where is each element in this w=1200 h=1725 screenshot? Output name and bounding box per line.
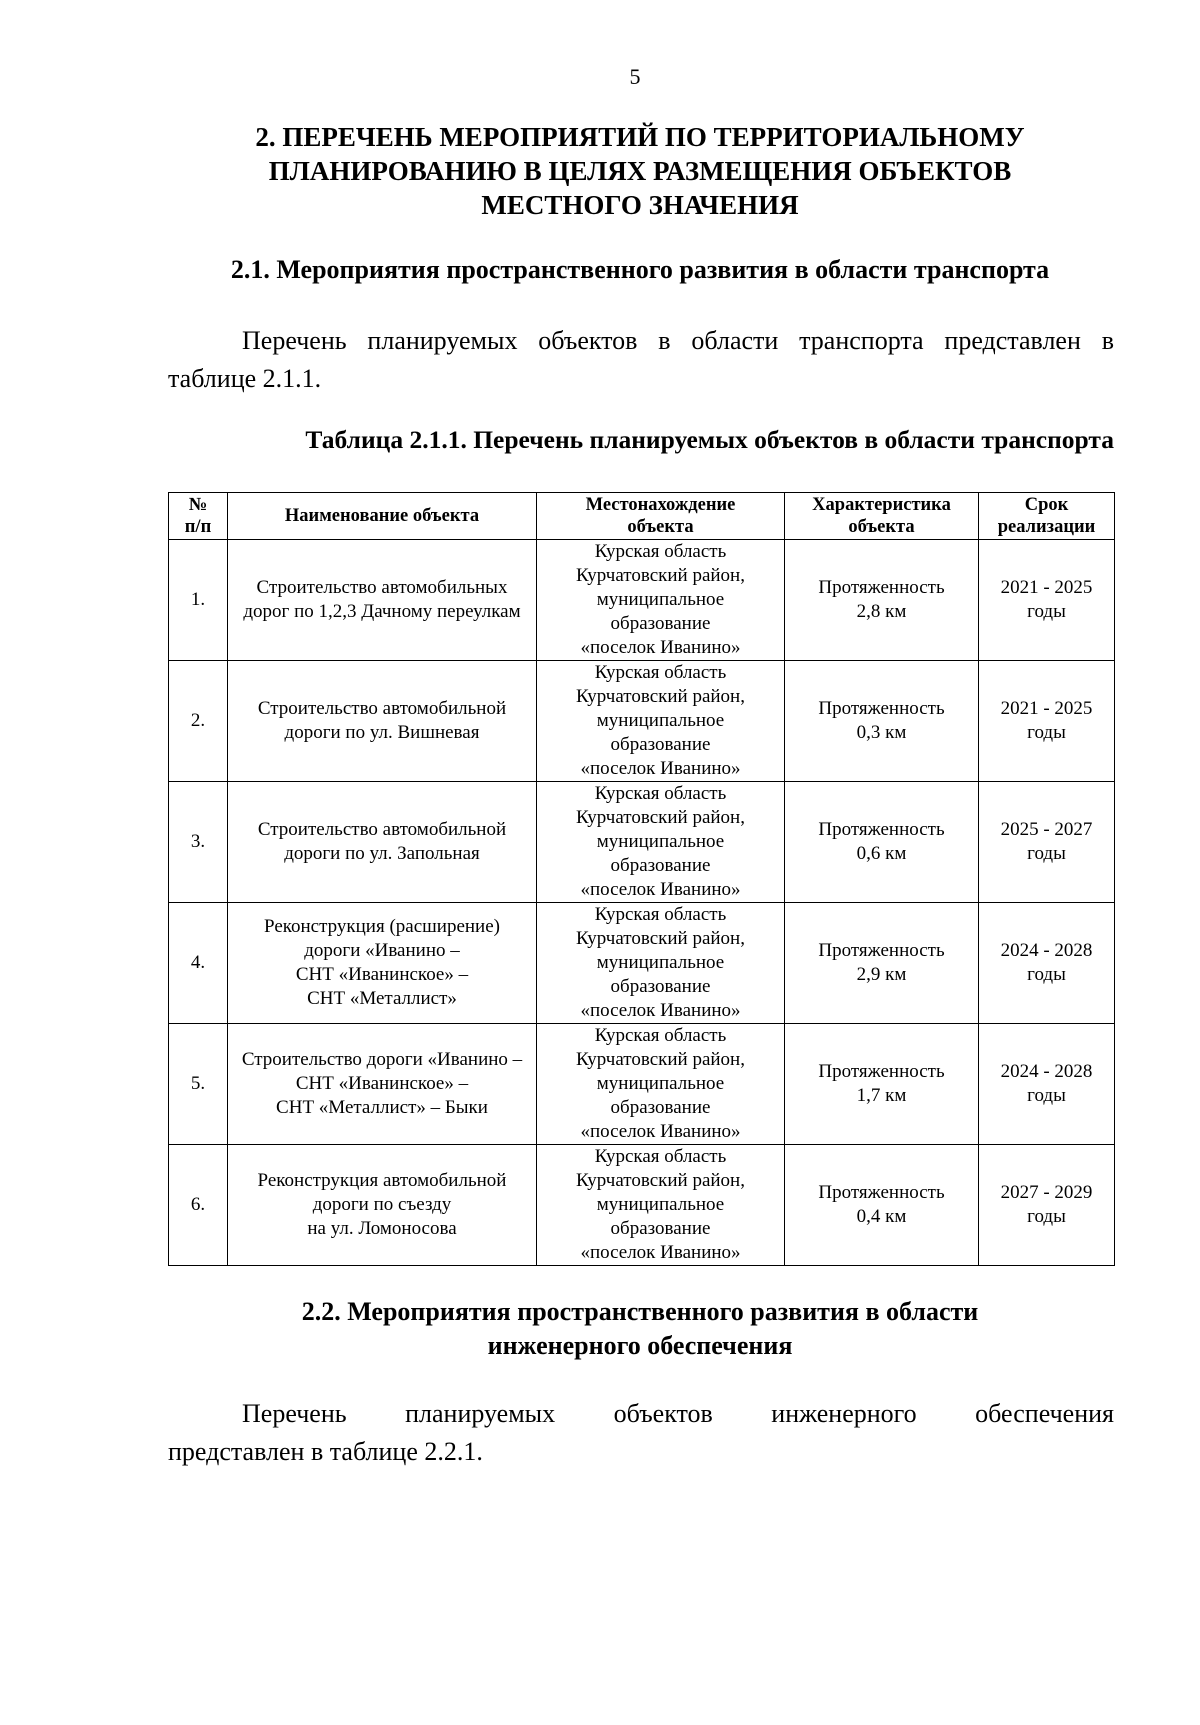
cell-text: «поселок Иванино» xyxy=(580,1000,741,1021)
cell-text: образование xyxy=(610,613,711,634)
section-2-1-title: 2.1. Мероприятия пространственного развития в области транспорта xyxy=(230,255,1050,284)
cell-text: образование xyxy=(610,734,711,755)
cell-text: Курская область xyxy=(594,1146,727,1167)
table-row xyxy=(169,661,1115,782)
cell-text: 2,9 км xyxy=(856,964,907,985)
cell-text: 0,3 км xyxy=(856,722,907,743)
cell-text: Протяженность xyxy=(818,577,945,598)
table-header-row xyxy=(169,493,1115,540)
cell-text: годы xyxy=(1027,1085,1066,1106)
section-2-2-title xyxy=(170,1295,1110,1363)
table-caption: Таблица 2.1.1. Перечень планируемых объектов в области транспорта xyxy=(305,425,1114,454)
cell-num: 6. xyxy=(169,1145,228,1266)
header-text: Срок xyxy=(1024,495,1069,515)
cell-location xyxy=(537,1145,785,1266)
section-2-2-title-line: 2.2. Мероприятия пространственного развития в области xyxy=(301,1297,979,1326)
cell-text: Протяженность xyxy=(818,940,945,961)
header-name xyxy=(228,493,537,540)
cell-text: Строительство дороги «Иванино – xyxy=(241,1049,523,1070)
cell-text: годы xyxy=(1027,843,1066,864)
cell-name xyxy=(228,1024,537,1145)
cell-text: дороги по ул. Запольная xyxy=(284,843,480,864)
table-row xyxy=(169,903,1115,1024)
page-number: 5 xyxy=(629,64,641,89)
chapter-heading-line: МЕСТНОГО ЗНАЧЕНИЯ xyxy=(481,190,799,220)
header-characteristic xyxy=(785,493,979,540)
cell-text: годы xyxy=(1027,722,1066,743)
cell-text: 1,7 км xyxy=(856,1085,907,1106)
cell-text: Курчатовский район, xyxy=(576,1049,745,1070)
header-text: Наименование объекта xyxy=(284,506,480,526)
chapter-heading-line: ПЛАНИРОВАНИЮ В ЦЕЛЯХ РАЗМЕЩЕНИЯ ОБЪЕКТОВ xyxy=(268,156,1012,186)
cell-text: «поселок Иванино» xyxy=(580,1121,741,1142)
header-text: Характеристика xyxy=(812,495,951,515)
paragraph-line: представлен в таблице 2.2.1. xyxy=(168,1437,483,1466)
header-text: объекта xyxy=(848,517,915,537)
cell-text: 0,4 км xyxy=(856,1206,907,1227)
cell-characteristic xyxy=(785,782,979,903)
cell-name xyxy=(228,661,537,782)
cell-location xyxy=(537,661,785,782)
cell-text: муниципальное xyxy=(596,952,725,973)
cell-text: дороги по съезду xyxy=(312,1194,452,1215)
cell-text: Строительство автомобильных xyxy=(256,577,508,598)
cell-text: годы xyxy=(1027,601,1066,622)
paragraph-line: Перечень планируемых объектов в области транспорта представлен в xyxy=(242,326,1114,355)
cell-text: «поселок Иванино» xyxy=(580,758,741,779)
cell-text: Курчатовский район, xyxy=(576,928,745,949)
cell-text: муниципальное xyxy=(596,710,725,731)
header-location xyxy=(537,493,785,540)
cell-characteristic xyxy=(785,540,979,661)
chapter-heading xyxy=(170,120,1110,222)
cell-text: Курчатовский район, xyxy=(576,565,745,586)
table-row xyxy=(169,1024,1115,1145)
cell-text: Курская область xyxy=(594,783,727,804)
cell-text: Строительство автомобильной xyxy=(257,819,507,840)
cell-text: образование xyxy=(610,855,711,876)
cell-location xyxy=(537,903,785,1024)
cell-term xyxy=(979,782,1115,903)
cell-characteristic xyxy=(785,903,979,1024)
cell-text: образование xyxy=(610,1218,711,1239)
header-text: № xyxy=(188,495,208,515)
cell-text: «поселок Иванино» xyxy=(580,637,741,658)
section-2-1-paragraph xyxy=(168,322,1114,398)
cell-text: Протяженность xyxy=(818,1182,945,1203)
paragraph-line: таблице 2.1.1. xyxy=(168,364,322,393)
cell-num: 2. xyxy=(169,661,228,782)
cell-text: СНТ «Иванинское» – xyxy=(295,964,469,985)
cell-characteristic xyxy=(785,661,979,782)
cell-name xyxy=(228,903,537,1024)
cell-text: СНТ «Металлист» – Быки xyxy=(276,1097,488,1118)
cell-text: «поселок Иванино» xyxy=(580,879,741,900)
table-row xyxy=(169,782,1115,903)
cell-location xyxy=(537,540,785,661)
cell-location xyxy=(537,782,785,903)
cell-num: 4. xyxy=(169,903,228,1024)
cell-text: муниципальное xyxy=(596,831,725,852)
cell-text: Курская область xyxy=(594,541,727,562)
cell-text: Строительство автомобильной xyxy=(257,698,507,719)
cell-text: муниципальное xyxy=(596,1194,725,1215)
header-num xyxy=(169,493,228,540)
table-row xyxy=(169,540,1115,661)
cell-term xyxy=(979,1145,1115,1266)
cell-text: 2024 - 2028 xyxy=(1000,1061,1093,1082)
cell-text: Курчатовский район, xyxy=(576,807,745,828)
cell-text: «поселок Иванино» xyxy=(580,1242,741,1263)
header-text: реализации xyxy=(997,517,1096,537)
cell-num: 3. xyxy=(169,782,228,903)
cell-text: годы xyxy=(1027,1206,1066,1227)
cell-term xyxy=(979,903,1115,1024)
header-text: п/п xyxy=(184,517,212,537)
header-term xyxy=(979,493,1115,540)
cell-text: муниципальное xyxy=(596,1073,725,1094)
cell-term xyxy=(979,661,1115,782)
cell-text: СНТ «Иванинское» – xyxy=(295,1073,469,1094)
cell-text: Реконструкция автомобильной xyxy=(257,1170,507,1191)
cell-text: 2,8 км xyxy=(856,601,907,622)
cell-text: Курская область xyxy=(594,1025,727,1046)
paragraph-line: Перечень планируемых объектов инженерного обеспечения xyxy=(242,1399,1114,1428)
cell-characteristic xyxy=(785,1145,979,1266)
table-row xyxy=(169,1145,1115,1266)
cell-text: Курская область xyxy=(594,904,727,925)
transport-objects-table xyxy=(168,492,1115,1266)
cell-text: дороги «Иванино – xyxy=(304,940,460,961)
cell-characteristic xyxy=(785,1024,979,1145)
cell-term xyxy=(979,1024,1115,1145)
header-text: Местонахождение xyxy=(585,495,736,515)
cell-text: Протяженность xyxy=(818,1061,945,1082)
cell-text: Реконструкция (расширение) xyxy=(264,916,500,937)
cell-location xyxy=(537,1024,785,1145)
cell-text: 2025 - 2027 xyxy=(1000,819,1093,840)
section-2-2-paragraph xyxy=(168,1395,1114,1471)
header-text: объекта xyxy=(627,517,694,537)
cell-text: Курчатовский район, xyxy=(576,686,745,707)
cell-num: 5. xyxy=(169,1024,228,1145)
cell-text: дороги по ул. Вишневая xyxy=(284,722,480,743)
section-2-2-title-line: инженерного обеспечения xyxy=(487,1331,793,1360)
cell-name xyxy=(228,540,537,661)
cell-text: образование xyxy=(610,976,711,997)
cell-text: Курская область xyxy=(594,662,727,683)
cell-text: Протяженность xyxy=(818,698,945,719)
cell-name xyxy=(228,782,537,903)
cell-text: 2021 - 2025 xyxy=(1000,698,1093,719)
cell-text: на ул. Ломоносова xyxy=(307,1218,457,1239)
cell-num: 1. xyxy=(169,540,228,661)
cell-text: муниципальное xyxy=(596,589,725,610)
cell-text: 2024 - 2028 xyxy=(1000,940,1093,961)
cell-name xyxy=(228,1145,537,1266)
cell-text: 2021 - 2025 xyxy=(1000,577,1093,598)
table-body xyxy=(169,540,1115,1266)
cell-text: образование xyxy=(610,1097,711,1118)
cell-text: Протяженность xyxy=(818,819,945,840)
cell-text: 2027 - 2029 xyxy=(1000,1182,1093,1203)
cell-text: 0,6 км xyxy=(856,843,907,864)
cell-term xyxy=(979,540,1115,661)
cell-text: годы xyxy=(1027,964,1066,985)
chapter-heading-line: 2. ПЕРЕЧЕНЬ МЕРОПРИЯТИЙ ПО ТЕРРИТОРИАЛЬНОМУ xyxy=(255,122,1025,152)
cell-text: дорог по 1,2,3 Дачному переулкам xyxy=(243,601,521,622)
cell-text: СНТ «Металлист» xyxy=(307,988,457,1009)
cell-text: Курчатовский район, xyxy=(576,1170,745,1191)
